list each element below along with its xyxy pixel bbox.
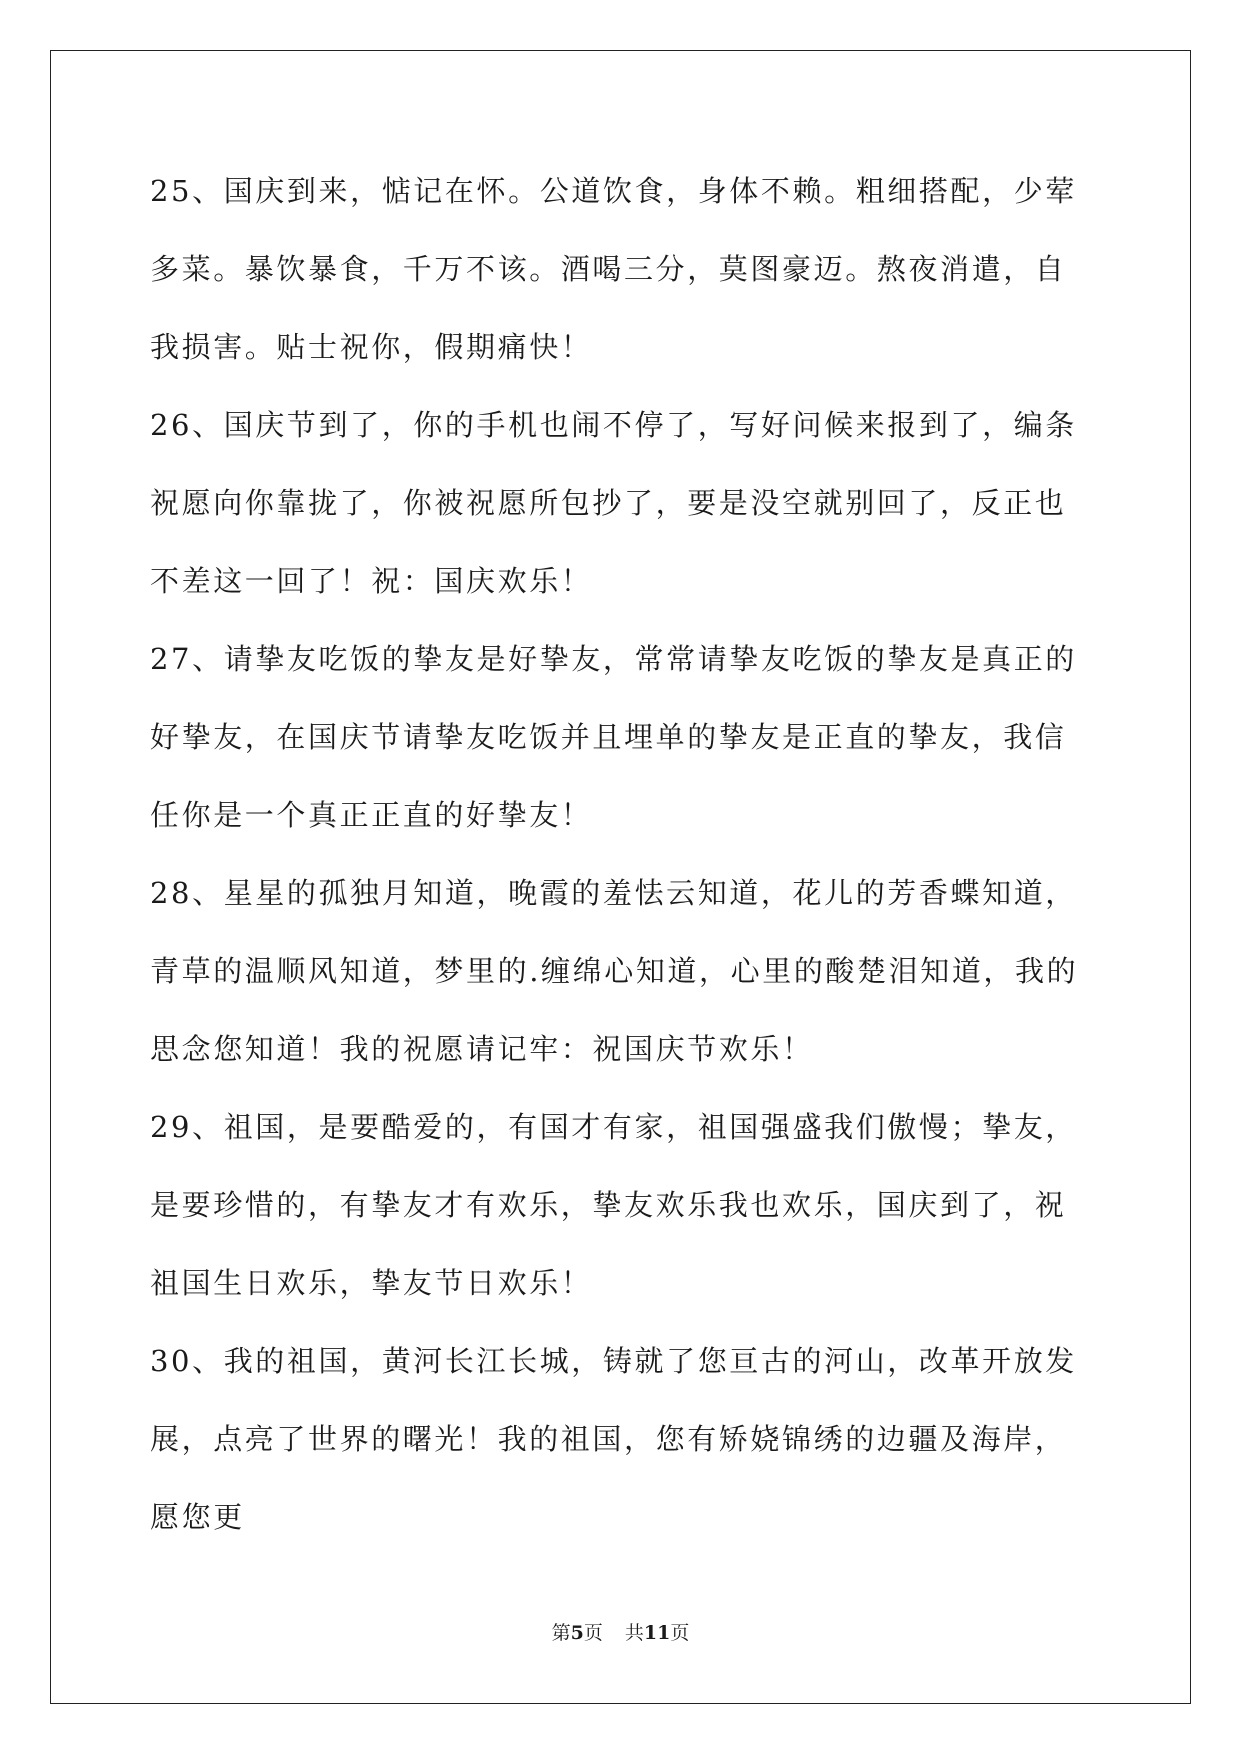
paragraph-29: 29、祖国，是要酷爱的，有国才有家，祖国强盛我们傲慢；挚友，是要珍惜的，有挚友才有欢乐，挚友欢乐我也欢乐，国庆到了，祝祖国生日欢乐，挚友节日欢乐！ <box>150 1110 1077 1300</box>
page-suffix: 页 <box>583 1622 603 1644</box>
page-footer <box>0 1618 1241 1645</box>
total-suffix: 页 <box>670 1622 690 1644</box>
page-current: 5 <box>570 1622 584 1644</box>
paragraph-25: 25、国庆到来，惦记在怀。公道饮食，身体不赖。粗细搭配，少荤多菜。暴饮暴食，千万不该。酒喝三分，莫图豪迈。熬夜消遣，自我损害。贴士祝你，假期痛快！ <box>150 174 1077 364</box>
paragraph-28: 28、星星的孤独月知道，晚霞的羞怯云知道，花儿的芳香蝶知道，青草的温顺风知道，梦里的.缠绵心知道，心里的酸楚泪知道，我的思念您知道！我的祝愿请记牢：祝国庆节欢乐！ <box>150 876 1079 1066</box>
total-prefix: 共 <box>624 1622 644 1644</box>
paragraph-26: 26、国庆节到了，你的手机也闹不停了，写好问候来报到了，编条祝愿向你靠拢了，你被祝愿所包抄了，要是没空就别回了，反正也不差这一回了！祝：国庆欢乐！ <box>150 408 1077 598</box>
paragraph-27: 27、请挚友吃饭的挚友是好挚友，常常请挚友吃饭的挚友是真正的好挚友，在国庆节请挚友吃饭并且埋单的挚友是正直的挚友，我信任你是一个真正正直的好挚友！ <box>150 642 1077 832</box>
paragraph-30: 30、我的祖国，黄河长江长城，铸就了您亘古的河山，改革开放发展，点亮了世界的曙光！我的祖国，您有矫娆锦绣的边疆及海岸，愿您更 <box>150 1344 1077 1534</box>
page-total: 11 <box>643 1622 671 1644</box>
document-body <box>150 152 1090 1556</box>
page-prefix: 第 <box>551 1622 571 1644</box>
